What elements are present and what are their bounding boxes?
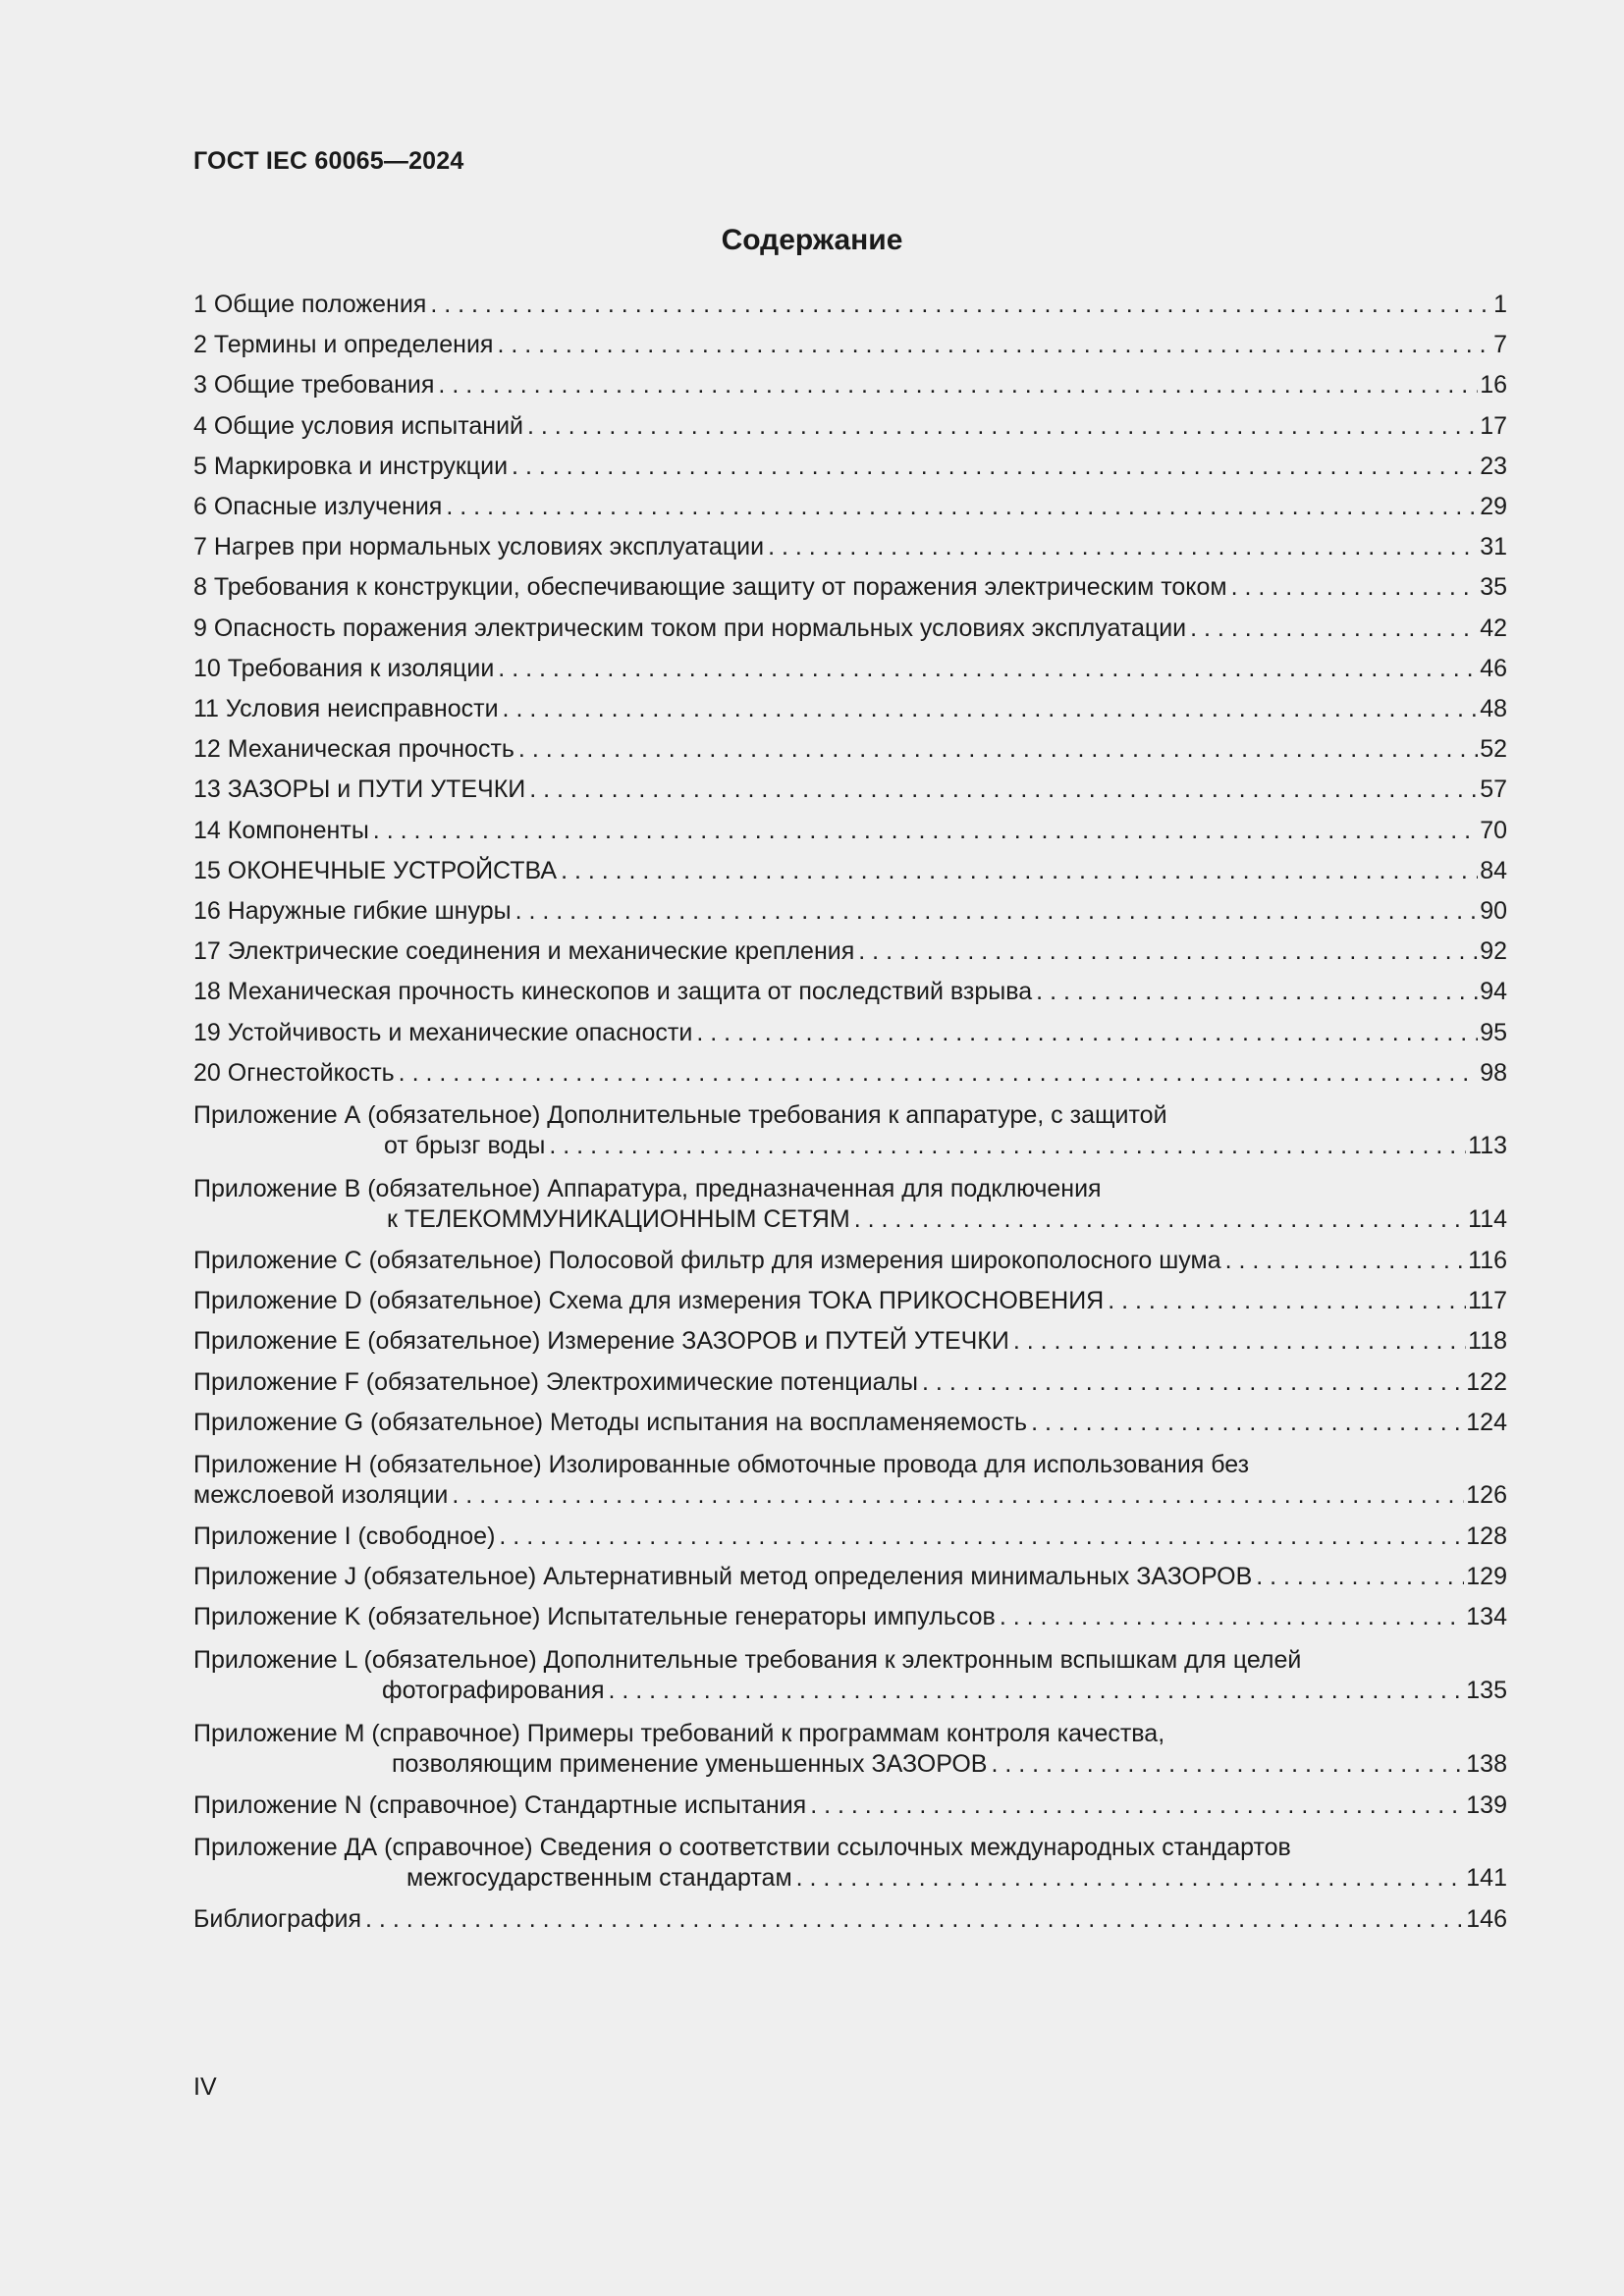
toc-entry-6[interactable] [193, 487, 1507, 527]
leader-dots [503, 689, 1479, 729]
toc-page-number: 17 [1480, 411, 1507, 440]
standard-code-header: ГОСТ IEC 60065—2024 [193, 147, 464, 175]
toc-page-number: 90 [1480, 897, 1507, 926]
toc-page-number: 1 [1493, 291, 1507, 318]
toc-entry-text: 15 ОКОНЕЧНЫЕ УСТРОЙСТВА [193, 856, 558, 884]
toc-entry-15[interactable] [193, 851, 1507, 891]
toc-entry-5[interactable] [193, 447, 1507, 487]
toc-page-number: 122 [1466, 1367, 1507, 1396]
toc-entry-text: 11 Условия неисправности [193, 695, 499, 723]
toc-annex-da[interactable] [193, 1826, 1507, 1899]
toc-entry-text-continued: фотографирования [382, 1676, 605, 1704]
toc-page-number: 117 [1468, 1287, 1507, 1315]
toc-entry-4[interactable] [193, 406, 1507, 447]
toc-entry-text: 14 Компоненты [193, 816, 369, 844]
leader-dots [527, 406, 1478, 447]
leader-dots [1225, 1241, 1467, 1281]
leader-dots [696, 1013, 1478, 1053]
toc-entry-text: Приложение I (свободное) [193, 1522, 496, 1551]
toc-page-number: 92 [1480, 937, 1507, 966]
toc-page-number: 114 [1468, 1205, 1507, 1234]
toc-entry-text-continued: к ТЕЛЕКОММУНИКАЦИОННЫМ СЕТЯМ [387, 1205, 850, 1234]
toc-bibliography[interactable] [193, 1899, 1507, 1940]
toc-entry-text: 8 Требования к конструкции, обеспечивающие защиту от поражения электрическим током [193, 573, 1227, 602]
toc-page-number: 31 [1480, 533, 1507, 561]
toc-annex-e[interactable] [193, 1321, 1507, 1362]
leader-dots [529, 770, 1478, 810]
toc-entry-12[interactable] [193, 729, 1507, 770]
toc-entry-text: Приложение А (обязательное) Дополнительные требования к аппаратуре, с защитой [193, 1101, 1167, 1130]
leader-dots [991, 1749, 1464, 1779]
toc-entry-text: Приложение ДА (справочное) Сведения о соответствии ссылочных международных стандартов [193, 1833, 1291, 1861]
leader-dots [365, 1899, 1464, 1940]
toc-entry-text: Приложение K (обязательное) Испытательные генераторы импульсов [193, 1603, 996, 1631]
leader-dots [608, 1676, 1464, 1705]
leader-dots [399, 1053, 1479, 1094]
toc-page-number: 98 [1480, 1058, 1507, 1087]
toc-page-number: 116 [1468, 1247, 1507, 1275]
toc-entry-text: Приложение С (обязательное) Полосовой фильтр для измерения широкополосного шума [193, 1247, 1221, 1275]
toc-entry-18[interactable] [193, 972, 1507, 1012]
toc-page-number: 7 [1493, 331, 1507, 359]
toc-page-number: 23 [1480, 452, 1507, 480]
leader-dots [1190, 609, 1478, 649]
toc-entry-17[interactable] [193, 932, 1507, 972]
toc-entry-text: 19 Устойчивость и механические опасности [193, 1018, 693, 1046]
leader-dots [430, 285, 1491, 325]
toc-entry-text: Приложение J (обязательное) Альтернативный метод определения минимальных ЗАЗОРОВ [193, 1563, 1253, 1591]
toc-entry-text: Приложение L (обязательное) Дополнительные требования к электронным вспышкам для целей [193, 1645, 1302, 1674]
toc-entry-text: Приложение G (обязательное) Методы испытания на воспламеняемость [193, 1408, 1028, 1436]
toc-annex-f[interactable] [193, 1362, 1507, 1403]
toc-annex-j[interactable] [193, 1557, 1507, 1597]
toc-page-number: 42 [1480, 614, 1507, 642]
toc-entry-text-continued: позволяющим применение уменьшенных ЗАЗОРОВ [392, 1749, 988, 1778]
leader-dots [1256, 1557, 1464, 1597]
leader-dots [796, 1863, 1465, 1893]
leader-dots [549, 1131, 1466, 1160]
leader-dots [373, 811, 1478, 851]
leader-dots [858, 932, 1478, 972]
toc-entry-text-continued: межслоевой изоляции [193, 1481, 449, 1510]
toc-page-number: 48 [1480, 695, 1507, 723]
toc-entry-text: Приложение F (обязательное) Электрохимические потенциалы [193, 1367, 919, 1396]
toc-entry-text: 2 Термины и определения [193, 331, 494, 359]
toc-page-number: 128 [1466, 1522, 1507, 1551]
toc-entry-text: Приложение N (справочное) Стандартные испытания [193, 1790, 807, 1819]
toc-page-number: 84 [1480, 856, 1507, 884]
toc-page-number: 118 [1468, 1327, 1507, 1356]
toc-page-number: 113 [1468, 1132, 1507, 1160]
toc-entry-text: 5 Маркировка и инструкции [193, 452, 509, 480]
toc-entry-10[interactable] [193, 649, 1507, 689]
toc-entry-text: Приложение В (обязательное) Аппаратура, предназначенная для подключения [193, 1175, 1102, 1203]
toc-entry-text: 16 Наружные гибкие шнуры [193, 897, 512, 926]
toc-entry-19[interactable] [193, 1013, 1507, 1053]
leader-dots [1231, 567, 1479, 608]
leader-dots [518, 729, 1478, 770]
leader-dots [768, 527, 1478, 567]
toc-annex-a[interactable] [193, 1094, 1507, 1167]
toc-entry-text: Библиография [193, 1904, 362, 1933]
toc-page-number: 126 [1466, 1481, 1507, 1510]
leader-dots [1000, 1597, 1464, 1637]
toc-page-number: 57 [1480, 775, 1507, 804]
toc-page-number: 70 [1480, 816, 1507, 844]
toc-annex-h[interactable] [193, 1443, 1507, 1517]
leader-dots [446, 487, 1478, 527]
leader-dots [499, 1517, 1464, 1557]
toc-annex-l[interactable] [193, 1638, 1507, 1712]
toc-entry-text: 17 Электрические соединения и механические крепления [193, 937, 855, 966]
toc-entry-20[interactable] [193, 1053, 1507, 1094]
leader-dots [854, 1204, 1466, 1234]
toc-entry-text: Приложение D (обязательное) Схема для измерения ТОКА ПРИКОСНОВЕНИЯ [193, 1287, 1105, 1315]
toc-entry-text: 1 Общие положения [193, 291, 427, 318]
leader-dots [561, 851, 1478, 891]
toc-annex-b[interactable] [193, 1167, 1507, 1241]
page-number-footer: IV [193, 2073, 217, 2101]
toc-entry-text: 7 Нагрев при нормальных условиях эксплуатации [193, 533, 765, 561]
leader-dots [438, 365, 1478, 405]
toc-annex-i[interactable] [193, 1517, 1507, 1557]
toc-entry-text: Приложение Е (обязательное) Измерение ЗАЗОРОВ и ПУТЕЙ УТЕЧКИ [193, 1327, 1009, 1356]
leader-dots [498, 649, 1478, 689]
leader-dots [1108, 1281, 1466, 1321]
toc-entry-text: 18 Механическая прочность кинескопов и защита от последствий взрыва [193, 978, 1033, 1006]
toc-entry-14[interactable] [193, 811, 1507, 851]
toc-entry-7[interactable] [193, 527, 1507, 567]
toc-page-number: 129 [1466, 1563, 1507, 1591]
toc-page-number: 135 [1466, 1676, 1507, 1704]
table-of-contents [193, 285, 1507, 1940]
toc-entry-text: 6 Опасные излучения [193, 493, 443, 521]
toc-entry-3[interactable] [193, 365, 1507, 405]
toc-entry-2[interactable] [193, 325, 1507, 365]
toc-entry-13[interactable] [193, 770, 1507, 810]
toc-page-number: 139 [1466, 1790, 1507, 1819]
leader-dots [1031, 1403, 1464, 1443]
toc-page-number: 29 [1480, 493, 1507, 521]
toc-entry-text: 10 Требования к изоляции [193, 654, 495, 682]
toc-annex-n[interactable] [193, 1786, 1507, 1826]
toc-entry-text: 20 Огнестойкость [193, 1058, 395, 1087]
leader-dots [512, 447, 1478, 487]
toc-annex-d[interactable] [193, 1281, 1507, 1321]
toc-entry-text: Приложение М (справочное) Примеры требований к программам контроля качества, [193, 1719, 1165, 1747]
toc-page-number: 138 [1466, 1749, 1507, 1778]
page-title: Содержание [721, 224, 903, 256]
toc-page-number: 146 [1466, 1904, 1507, 1933]
toc-entry-8[interactable] [193, 567, 1507, 608]
leader-dots [1036, 972, 1478, 1012]
toc-page-number: 52 [1480, 735, 1507, 764]
toc-page-number: 46 [1480, 654, 1507, 682]
leader-dots [497, 325, 1491, 365]
toc-page-number: 94 [1480, 978, 1507, 1006]
toc-page-number: 95 [1480, 1018, 1507, 1046]
toc-page-number: 134 [1466, 1603, 1507, 1631]
toc-annex-g[interactable] [193, 1403, 1507, 1443]
leader-dots [922, 1362, 1464, 1403]
leader-dots [1013, 1321, 1466, 1362]
leader-dots [810, 1786, 1464, 1826]
toc-entry-text: 9 Опасность поражения электрическим током при нормальных условиях эксплуатации [193, 614, 1187, 642]
toc-entry-9[interactable] [193, 609, 1507, 649]
toc-entry-text: 3 Общие требования [193, 371, 435, 400]
toc-entry-1[interactable] [193, 285, 1507, 325]
toc-entry-text: 12 Механическая прочность [193, 735, 514, 764]
toc-entry-text-continued: от брызг воды [384, 1132, 546, 1160]
toc-page-number: 124 [1466, 1408, 1507, 1436]
toc-page-number: 141 [1466, 1863, 1507, 1892]
toc-annex-k[interactable] [193, 1597, 1507, 1637]
toc-annex-m[interactable] [193, 1712, 1507, 1786]
toc-entry-11[interactable] [193, 689, 1507, 729]
leader-dots [452, 1480, 1464, 1510]
toc-page-number: 16 [1480, 371, 1507, 400]
toc-page-number: 35 [1480, 573, 1507, 602]
leader-dots [515, 891, 1479, 932]
toc-entry-text-continued: межгосударственным стандартам [406, 1863, 792, 1892]
toc-entry-text: Приложение Н (обязательное) Изолированные обмоточные провода для использования без [193, 1451, 1250, 1479]
toc-entry-text: 13 ЗАЗОРЫ и ПУТИ УТЕЧКИ [193, 775, 526, 804]
toc-entry-text: 4 Общие условия испытаний [193, 411, 523, 440]
toc-annex-c[interactable] [193, 1241, 1507, 1281]
toc-entry-16[interactable] [193, 891, 1507, 932]
